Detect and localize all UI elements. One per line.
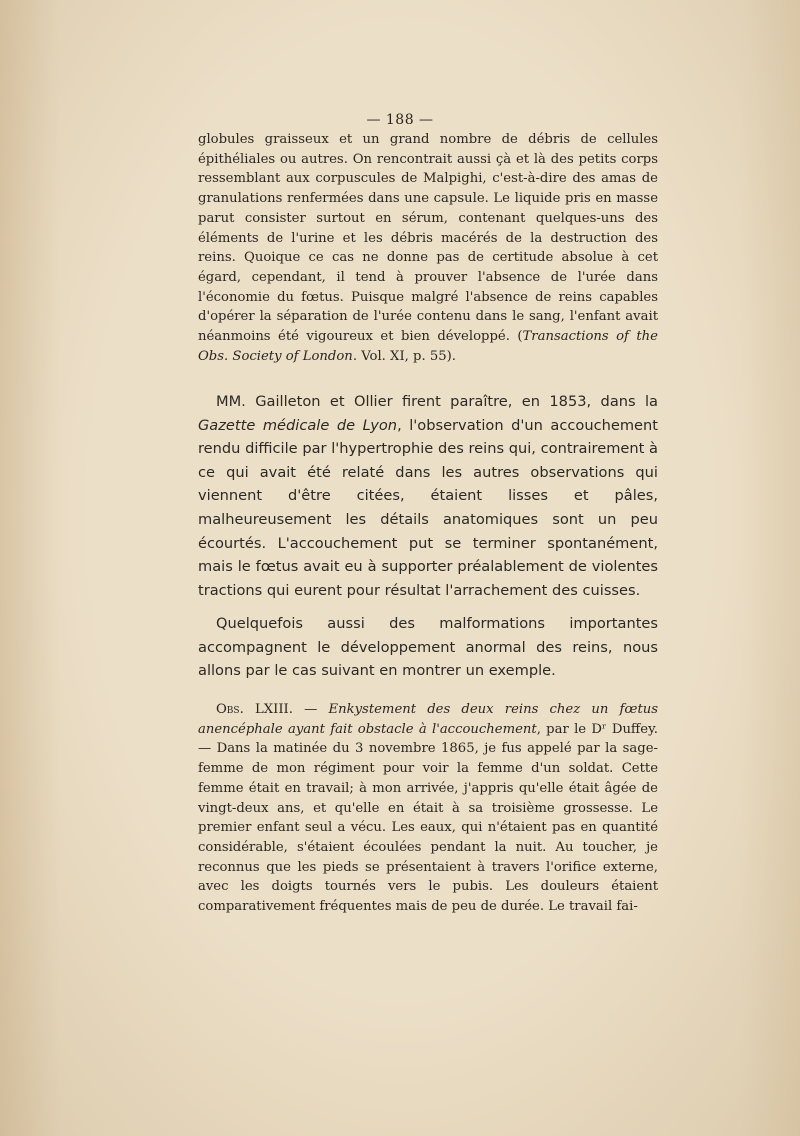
observation-lxiii — [198, 700, 658, 917]
paragraph-text: Quelquefois aussi des malformations importantes accompagnent le développement anormal des reins, nous allons par le cas suivant en montrer un exemple. — [198, 615, 658, 680]
observation-number: LXIII. — — [243, 702, 329, 717]
page-number: — 188 — — [366, 112, 434, 128]
journal-title: Gazette médicale de Lyon — [198, 416, 398, 434]
paragraph-gailleton-ollier — [198, 390, 658, 602]
paragraph-end-of-observation — [198, 130, 658, 366]
paragraph-text: globules graisseux et un grand nombre de débris de cellules épithéliales ou autres. On rencontrait aussi çà et là des petits corps ressemblant aux corpuscules de Malpighi, c'est-à-dire des amas de granulations renfermées dans une capsule. Le liquide pris en masse parut consister surtout en sérum, contenant quelques-uns des éléments de l'urine et les débris macérés de la destruction des reins. Quoique ce cas ne donne pas de certitude absolue à cet égard, cependant, il tend à prouver l'absence de l'urée dans l'économie du fœtus. Puisque malgré l'absence de reins capables d'opérer la séparation de l'urée contenu dans le sang, l'enfant avait néanmoins été vigoureux et bien développé. ( — [198, 132, 658, 345]
paragraph-text-continued: , l'observation d'un accouchement rendu difficile par l'hypertrophie des reins qui, contrairement à ce qui avait été relaté dans les autres observations qui viennent d'être citées, étaient lisses et pâles, malheureusement les détails anatomiques sont un peu écourtés. L'accouchement put se terminer spontanément, mais le fœtus avait eu à supporter préalablement de violentes tractions qui eurent pour résultat l'arrachement des cuisses. — [198, 416, 658, 599]
observation-text: , par le Dʳ Duffey. — Dans la matinée du 3 novembre 1865, je fus appelé par la sage-femme de mon régiment pour voir la femme d'un soldat. Cette femme était en travail; à mon arrivée, j'appris qu'elle était âgée de vingt-deux ans, et qu'elle en était à sa troisième grossesse. Le premier enfant seul a vécu. Les eaux, qui n'étaient pas en quantité considérable, s'étaient écoulées pendant la nuit. Au toucher, je reconnus que les pieds se présentaient à travers l'orifice externe, avec les doigts tournés vers le pubis. Les douleurs étaient comparativement fréquentes mais de peu de durée. Le travail fai- — [198, 721, 658, 915]
observation-title: Enkystement des deux reins chez un fœtus anencéphale ayant fait obstacle à l'accouchement — [198, 702, 658, 737]
observation-label: Obs. — [216, 702, 244, 717]
citation-reference: . Vol. XI, p. 55). — [352, 348, 456, 364]
paragraph-malformations — [198, 612, 658, 683]
citation-title: Transactions of the Obs. Society of London — [198, 329, 658, 364]
paragraph-text: MM. Gailleton et Ollier firent paraître, en 1853, dans la — [216, 393, 658, 410]
